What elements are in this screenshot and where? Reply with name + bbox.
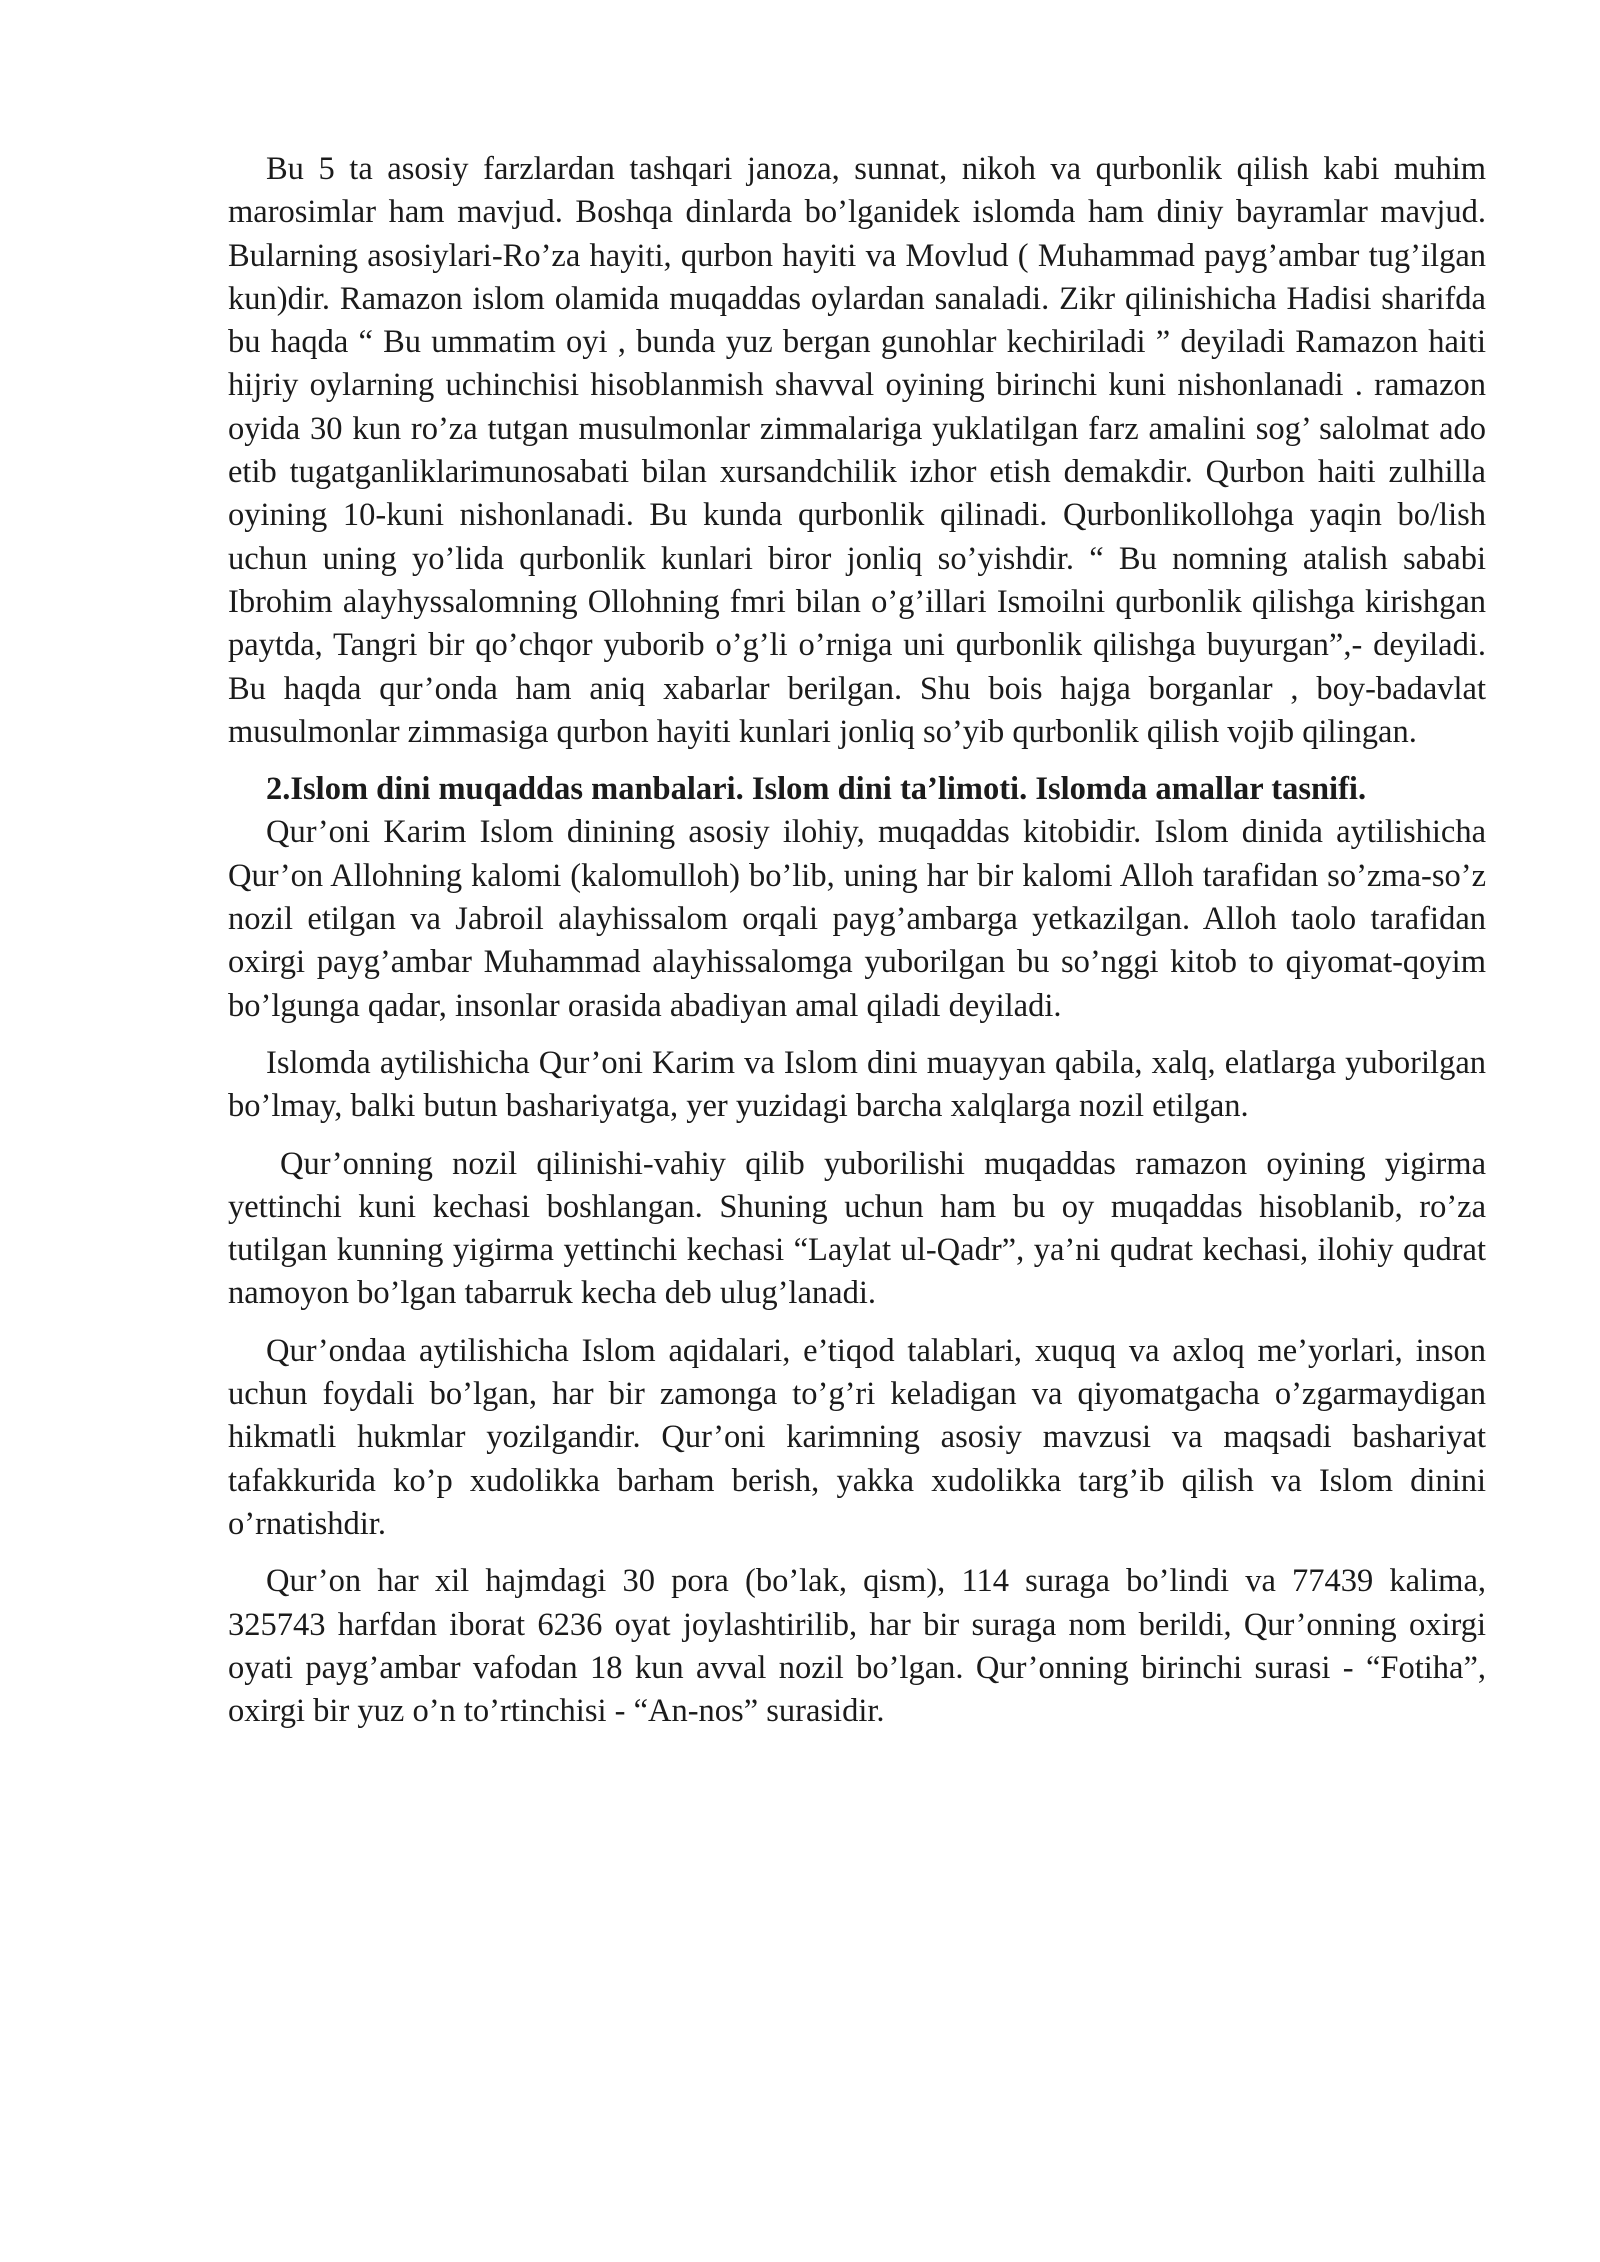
paragraph-doctrine: Qur’ondaa aytilishicha Islom aqidalari, e’tiqod talablari, xuquq va axloq me’yorlari, inson uchun foydali bo’lgan, har bir zamonga to’g’ri keladigan va qiyomatgacha o’zgarmaydigan hikmatli hukmlar yozilgandir. Qur’oni karimning asosiy mavzusi va maqsadi bashariyat tafakkurida ko’p xudolikka barham berish, yakka xudolikka targ’ib qilish va Islom dinini o’rnatishdir. bbox=[228, 1332, 1486, 1542]
section-heading: 2.Islom dini muqaddas manbalari. Islom dini ta’limoti. Islomda amallar tasnifi. bbox=[266, 771, 1367, 808]
paragraph-revelation: Qur’onning nozil qilinishi-vahiy qilib yuborilishi muqaddas ramazon oyining yigirma yettinchi kuni kechasi boshlangan. Shuning uchun ham bu oy muqaddas hisoblanib, ro’za tutilgan kunning yigirma yettinchi kechasi “Laylat ul-Qadr”, ya’ni qudrat kechasi, ilohiy qudrat namoyon bo’lgan tabarruk kecha deb ulug’lanadi. bbox=[228, 1145, 1486, 1312]
paragraph-holidays: Bu 5 ta asosiy farzlardan tashqari janoza, sunnat, nikoh va qurbonlik qilish kabi muhim marosimlar ham mavjud. Boshqa dinlarda bo’lganidek islomda ham diniy bayramlar mavjud. Bularning asosiylari-Ro’za hayiti, qurbon hayiti va Movlud ( Muhammad payg’ambar tug’ilgan kun)dir. Ramazon islom olamida muqaddas oylardan sanaladi. Zikr qilinishicha Hadisi sharifda bu haqda “ Bu ummatim oyi , bunda yuz bergan gunohlar kechiriladi ” deyiladi Ramazon haiti hijriy oylarning uchinchisi hisoblanmish shavval oyining birinchi kuni nishonlanadi . ramazon oyida 30 kun ro’za tutgan musulmonlar zimmalariga yuklatilgan farz amalini sog’ salolmat ado etib tugatganliklarimunosabati bilan xursandchilik izhor etish demakdir. Qurbon haiti zulhilla oyining 10-kuni nishonlanadi. Bu kunda qurbonlik qilinadi. Qurbonlikollohga yaqin bo/lish uchun uning yo’lida qurbonlik kunlari biror jonliq so’yishdir. “ Bu nomning atalish sababi Ibrohim alayhyssalomning Ollohning fmri bilan o’g’illari Ismoilni qurbonlik qilishga kirishgan paytda, Tangri bir qo’chqor yuborib o’g’li o’rniga uni qurbonlik qilishga buyurgan”,- deyiladi. Bu haqda qur’onda ham aniq xabarlar berilgan. Shu bois hajga borganlar , boy-badavlat musulmonlar zimmasiga qurbon hayiti kunlari jonliq so’yib qurbonlik qilish vojib qilingan. bbox=[228, 151, 1486, 750]
document-page bbox=[228, 148, 1486, 1733]
paragraph-structure: Qur’on har xil hajmdagi 30 pora (bo’lak, qism), 114 suraga bo’lindi va 77439 kalima, 325743 harfdan iborat 6236 oyat joylashtirilib, har bir suraga nom berildi, Qur’onning oxirgi oyati payg’ambar vafodan 18 kun avval nozil bo’lgan. Qur’onning birinchi surasi - “Fotiha”, oxirgi bir yuz o’n to’rtinchisi - “An-nos” surasidir. bbox=[228, 1563, 1486, 1730]
paragraph-quran-intro: Qur’oni Karim Islom dinining asosiy ilohiy, muqaddas kitobidir. Islom dinida aytilishicha Qur’on Allohning kalomi (kalomulloh) bo’lib, uning har bir kalomi Alloh tarafidan so’zma-so’z nozil etilgan va Jabroil alayhissalom orqali payg’ambarga yetkazilgan. Alloh taolo tarafidan oxirgi payg’ambar Muhammad alayhissalomga yuborilgan bu so’nggi kitob to qiyomat-qoyim bo’lgunga qadar, insonlar orasida abadiyan amal qiladi deyiladi. bbox=[228, 814, 1486, 1024]
paragraph-universal-message: Islomda aytilishicha Qur’oni Karim va Islom dini muayyan qabila, xalq, elatlarga yuborilgan bo’lmay, balki butun bashariyatga, yer yuzidagi barcha xalqlarga nozil etilgan. bbox=[228, 1044, 1486, 1125]
